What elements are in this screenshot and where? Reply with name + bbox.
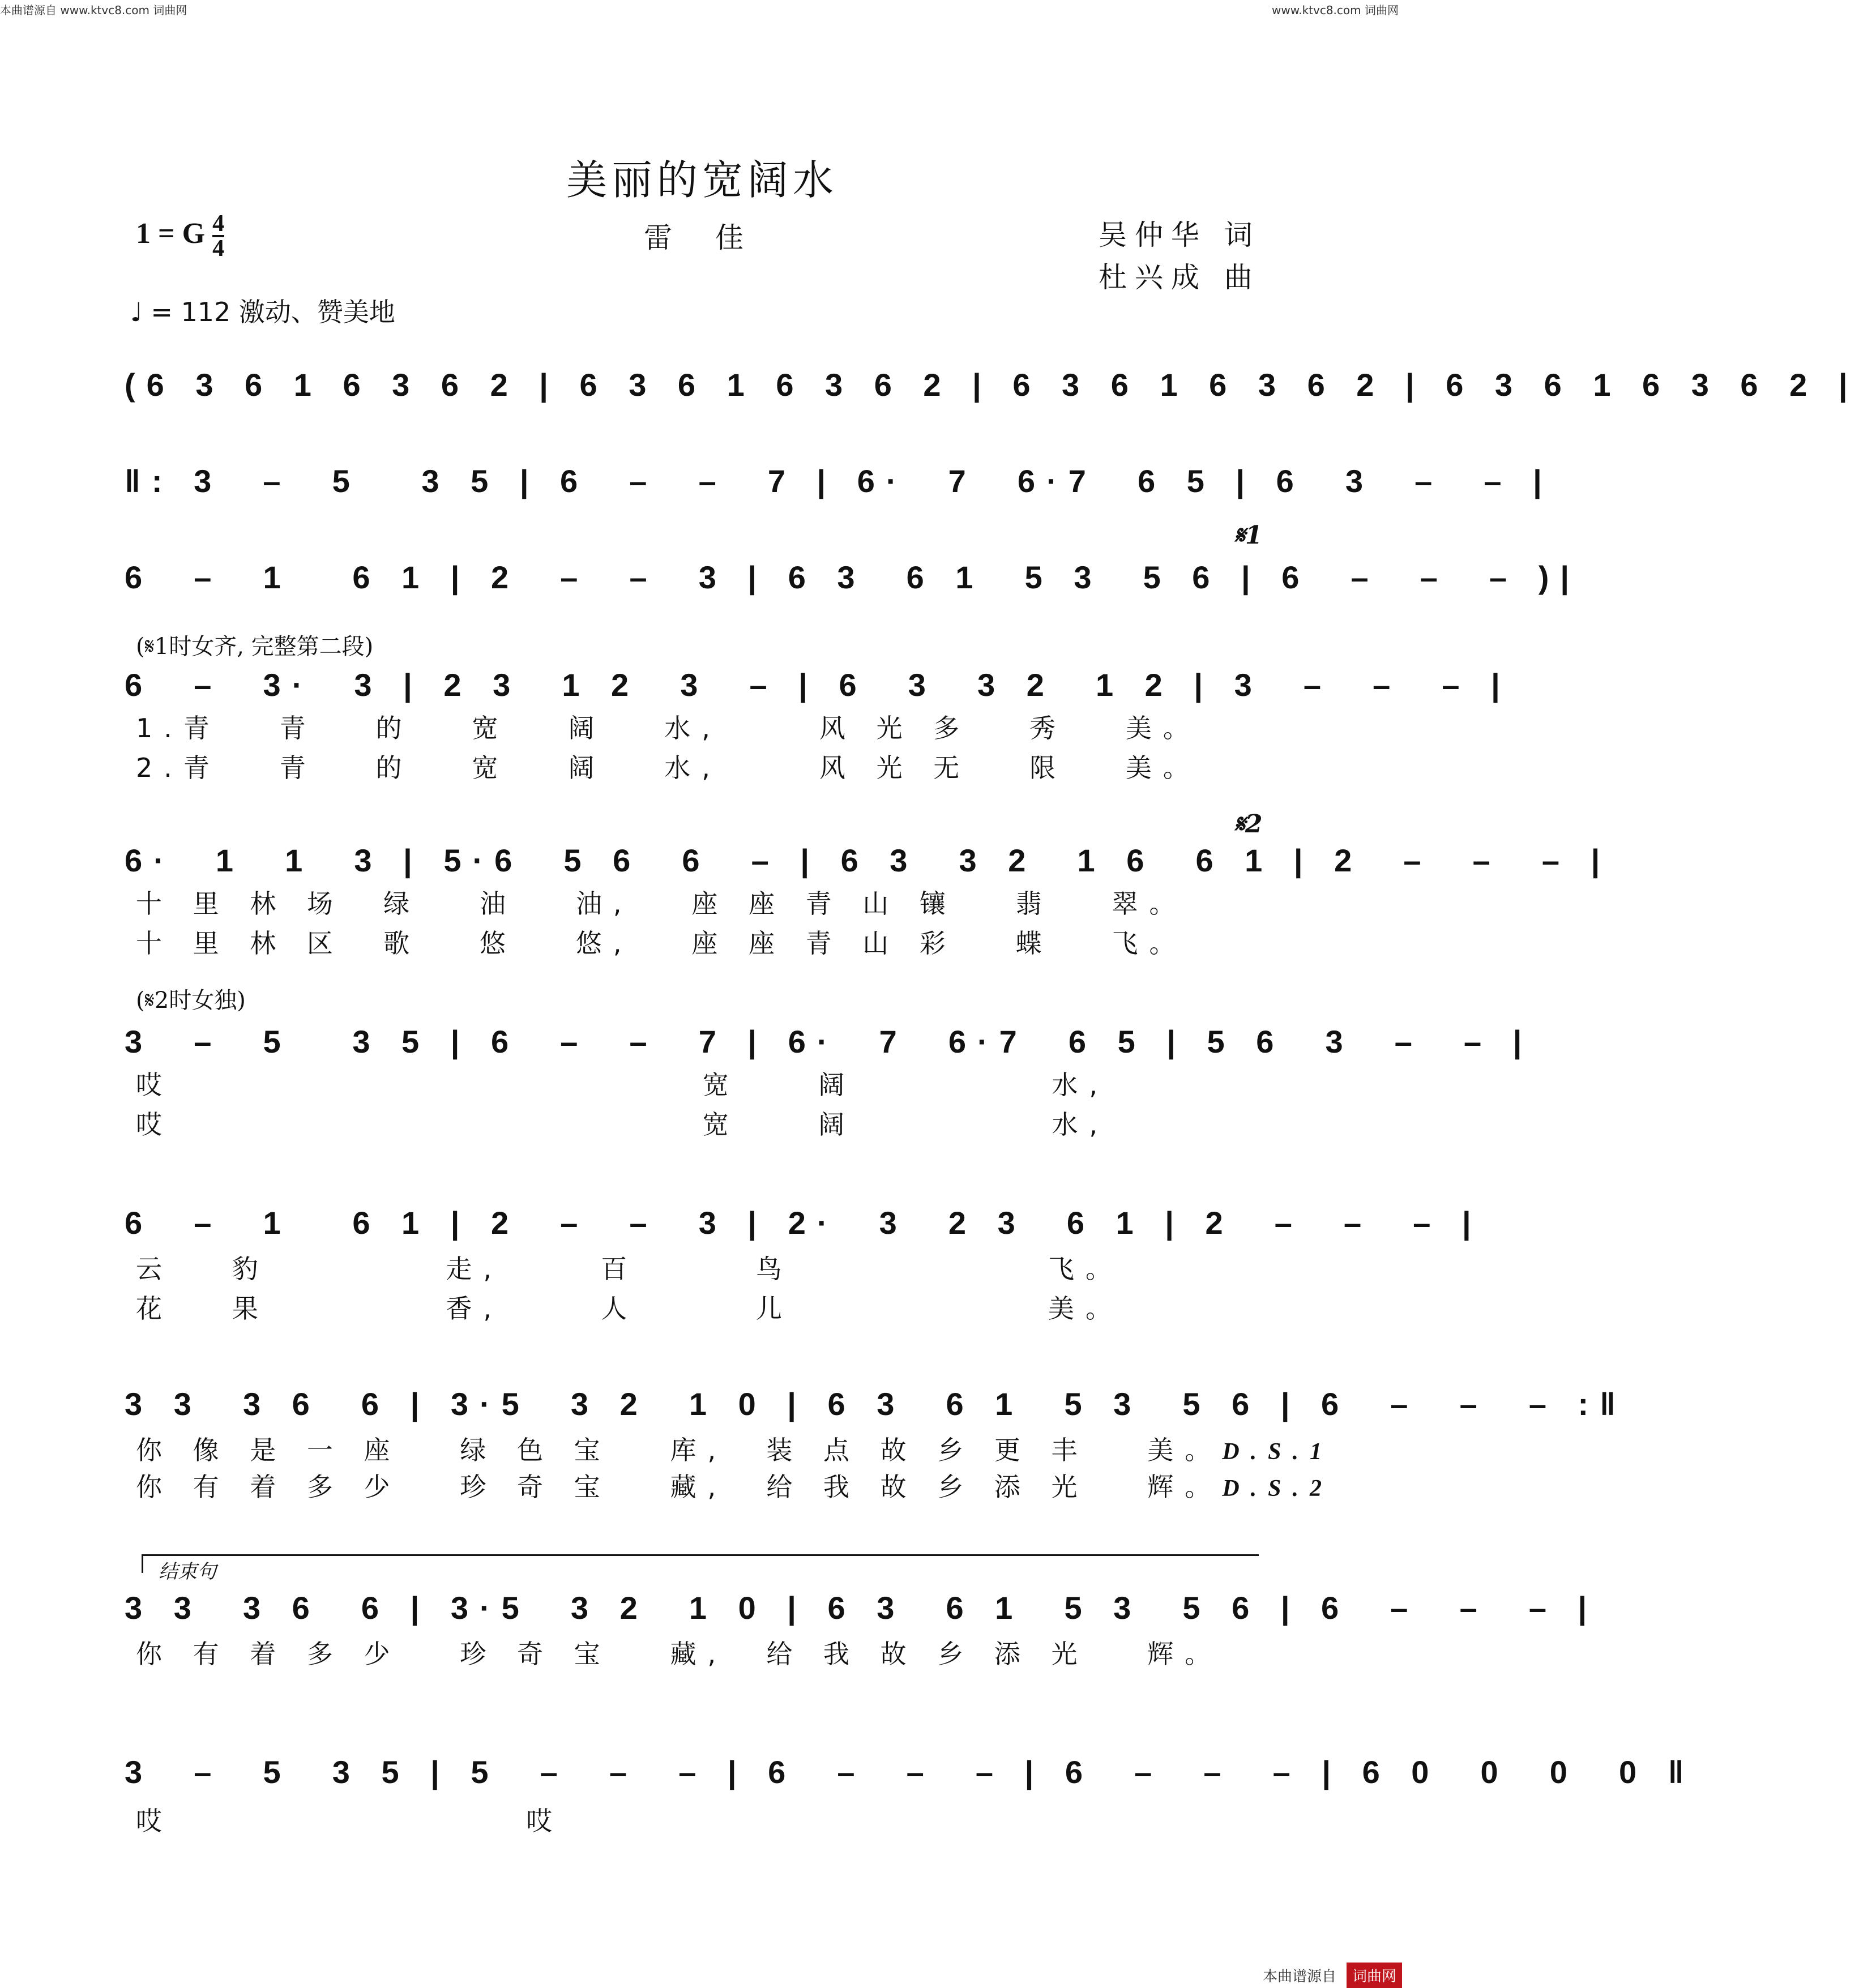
score-row-9 [125,1585,1599,1682]
lyric-row-7-verse-1: 云 豹 走, 百 鸟 飞。 [136,1254,1123,1284]
lyric-row-7-verse-2: 花 果 香, 人 儿 美。 [136,1293,1123,1324]
lyricist-credit: 吴仲华 词 [1099,219,1260,251]
header-source-right: www.ktvc8.com 词曲网 [1271,3,1399,17]
notes-row-4: 6 – 3· 3 | 2 3 1 2 3 – | 6 3 3 2 1 2 | 3 – – – | [125,667,1511,703]
lyric-row-4-verse-2: 2.青 青 的 宽 阔 水, 风 光 无 限 美。 [136,753,1200,783]
lyric-row-6-verse-2: 哎 宽 阔 水, [136,1109,1109,1140]
ds-1-mark: D.S.1 [1222,1439,1334,1465]
score-row-2 [125,459,1553,515]
ds-2-mark: D.S.2 [1222,1476,1334,1502]
tempo-text: = 112 激动、赞美地 [151,297,395,327]
time-sig-bottom: 4 [212,236,225,262]
lyric-row-5-verse-1: 十 里 林 场 绿 油 油, 座 座 青 山 镶 翡 翠。 [136,888,1187,919]
score-row-3 [125,555,1581,612]
lyric-row-8-verse-2 [136,1467,1333,1504]
time-signature [212,212,224,260]
quarter-note-icon: ♩ [130,297,143,327]
key-signature [136,212,224,260]
notes-row-8: 3 3 3 6 6 | 3·5 3 2 1 0 | 6 3 6 1 5 3 5 6 | 6 – – – :‖ [125,1386,1627,1422]
header-source-left: 本曲谱源自 www.ktvc8.com 词曲网 [0,3,187,17]
score-row-6 [125,1019,1533,1149]
ending-label: 结束句 [159,1561,216,1583]
score-row-10 [125,1750,1695,1846]
notes-row-1: (6 3 6 1 6 3 6 2 | 6 3 6 1 6 3 6 2 | 6 3 6 1 6 3 6 2 | 6 3 6 1 6 3 6 2 | [125,367,1859,403]
notes-row-5: 6· 1 1 3 | 5·6 5 6 6 – | 6 3 3 2 1 6 6 1 | 2 – – – | [125,843,1612,878]
notes-row-2: ‖: 3 – 5 3 5 | 6 – – 7 | 6· 7 6·7 6 5 | 6 3 – – | [125,463,1553,499]
tempo-marking [130,292,395,329]
lyric-row-4-verse-1: 1.青 青 的 宽 阔 水, 风 光 多 秀 美。 [136,713,1200,743]
score-row-5 [125,838,1612,968]
time-sig-top: 4 [212,211,225,237]
lyric-row-9: 你 有 着 多 少 珍 奇 宝 藏, 给 我 故 乡 添 光 辉。 [136,1639,1223,1669]
score-row-8 [125,1382,1627,1512]
composer-credit: 杜兴成 曲 [1099,261,1260,294]
segno-1-icon: 𝄋1 [1234,521,1263,550]
ending-bracket [142,1554,1259,1573]
lyric-row-8-verse-1-text: 你 像 是 一 座 绿 色 宝 库, 装 点 故 乡 更 丰 美。 [136,1435,1223,1465]
notes-row-10: 3 – 5 3 5 | 5 – – – | 6 – – – | 6 – – – | 6 0 0 0 0 ‖ [125,1754,1695,1790]
notes-row-9: 3 3 3 6 6 | 3·5 3 2 1 0 | 6 3 6 1 5 3 5 6 | 6 – – – | [125,1590,1599,1626]
lyric-row-6-verse-1: 哎 宽 阔 水, [136,1070,1109,1100]
notes-row-3: 6 – 1 6 1 | 2 – – 3 | 6 3 6 1 5 3 5 6 | 6 – – – )| [125,559,1581,595]
notes-row-6: 3 – 5 3 5 | 6 – – 7 | 6· 7 6·7 6 5 | 5 6 3 – – | [125,1024,1533,1059]
section-note-1: (𝄋1时女齐, 完整第二段) [136,634,374,660]
segno-2-icon: 𝄋2 [1234,810,1263,839]
score-row-7 [125,1200,1482,1331]
footer-site-logo[interactable]: 词曲网 [1347,1963,1402,1988]
lyric-row-5-verse-2: 十 里 林 区 歌 悠 悠, 座 座 青 山 彩 蝶 飞。 [136,928,1187,959]
key-label: 1 = G [136,217,206,250]
lyric-row-8-verse-1 [136,1430,1333,1467]
song-title: 美丽的宽阔水 [566,156,838,204]
notes-row-7: 6 – 1 6 1 | 2 – – 3 | 2· 3 2 3 6 1 | 2 – – – | [125,1205,1482,1241]
footer-source-text: 本曲谱源自 [1263,1968,1337,1985]
lyric-row-8-verse-2-text: 你 有 着 多 少 珍 奇 宝 藏, 给 我 故 乡 添 光 辉。 [136,1472,1223,1502]
singer-name: 雷 佳 [644,221,760,254]
lyric-row-10: 哎 哎 [136,1806,564,1836]
section-note-2: (𝄋2时女独) [136,987,246,1014]
score-row-4 [125,662,1511,793]
score-row-1 [125,362,1859,419]
